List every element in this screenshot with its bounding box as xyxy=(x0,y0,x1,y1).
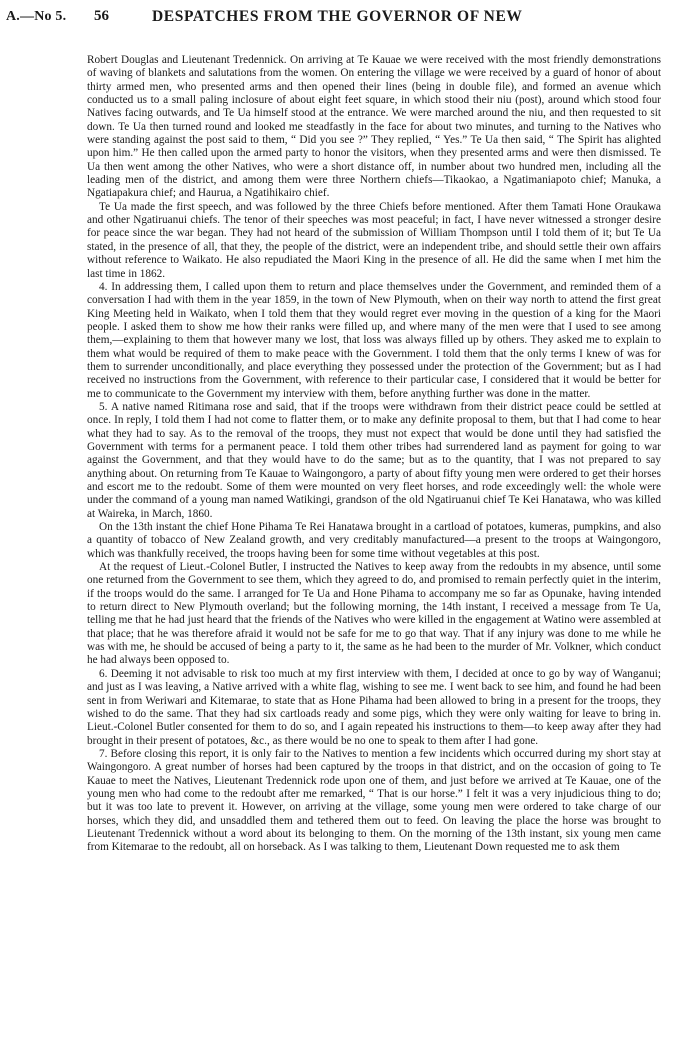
paragraph: On the 13th instant the chief Hone Pihama Te Rei Hanatawa brought in a cartload of potatoes, kumeras, pumpkins, and also a quantity of tobacco of New Zealand growth, and very creditably manufactured—a present to the troops at Waingongoro, which was thankfully received, the troops having been for some time without vegetables at this post. xyxy=(87,521,661,560)
paragraph: 5. A native named Ritimana rose and said, that if the troops were withdrawn from their district peace could be settled at once. In reply, I told them I had not come to flatter them, or to make any definite proposal to them, but that I had come to hear what they had to say. As to the removal of the troops, they must not expect that would be done until they had satisfied the Government with terms for a permanent peace. I told them other tribes had surrendered land as payment for going to war against the Government, and that they would have to do the same; but as to the quantity, that I was not prepared to say anything about. On returning from Te Kauae to Waingongoro, a party of about fifty young men were ordered to get their horses and escort me to the redoubt. Some of them were mounted on very fleet horses, and rode exceedingly well: the whole were under the command of a young man named Watikingi, grandson of the old Ngatiruanui chief Te Kei Hanatawa, who was killed at Waireka, in March, 1860. xyxy=(87,400,661,520)
running-title: DESPATCHES FROM THE GOVERNOR OF NEW xyxy=(152,8,523,25)
paragraph: At the request of Lieut.-Colonel Butler, I instructed the Natives to keep away from the redoubts in my absence, until some one returned from the Government to see them, which they agreed to do, and promised to remain perfectly quiet in the interim, if the troops would do the same. I arranged for Te Ua and Hone Pihama to accompany me so far as Opunake, having intended to return direct to New Plymouth overland; but the following morning, the 14th instant, I received a message from Te Ua, telling me that he had just heard that the friends of the Natives who were killed in the engagement at Watino were assembled at that place; that he was therefore afraid it would not be safe for me to go that way. That if any injury was done to me while he was with me, he should be accused of being a party to it, the same as he had been to the murder of Mr. Volkner, which conduct he had always been opposed to. xyxy=(87,561,661,667)
paper-reference: A.—No 5. xyxy=(6,9,67,24)
page-number: 56 xyxy=(94,8,109,24)
paragraph: Te Ua made the first speech, and was followed by the three Chiefs before mentioned. After them Tamati Hone Oraukawa and other Ngatiruanui chiefs. The tenor of their speeches was most peaceful; in fact, I have never witnessed a stronger desire for peace since the war began. They had not heard of the submission of William Thompson until I told them of it; but Te Ua stated, in the presence of all, that they, the people of the district, were an independent tribe, and should settle their own affairs without reference to Waikato. He also repudiated the Maori King in the presence of all. He did the same when I met him the last time in 1862. xyxy=(87,200,661,280)
body-text xyxy=(87,54,661,855)
page-header xyxy=(6,6,694,32)
paragraph: Robert Douglas and Lieutenant Tredennick. On arriving at Te Kauae we were received with the most friendly demonstrations of waving of blankets and salutations from the women. On entering the village we were received by a guard of honor of about thirty armed men, who presented arms and then opened their lines (being in double file), and formed an avenue which conducted us to a small paling inclosure of about eight feet square, in which stood their niu (post), around which stood four Natives facing outwards, and Te Ua himself stood at the entrance. We were marched around the niu, and then requested to sit down. Te Ua then turned round and looked me steadfastly in the face for about two minutes, and turning to the Natives who were standing against the post said to them, “ Did you see ?” They replied, “ Yes.” Te Ua then said, “ The Spirit has alighted upon him.” He then called upon the armed party to honor the visitors, when they presented arms and were then dismissed. Te Ua then went among the other Natives, who were a short distance off, in number about two hundred men, including all the leading men of the district, and among them were three Northern chiefs—Tikaokao, a Ngatimaniapoto chief; Manuka, a Ngatiapakura chief; and Haurua, a Ngatihikairo chief. xyxy=(87,54,661,200)
paragraph: 7. Before closing this report, it is only fair to the Natives to mention a few incidents which occurred during my short stay at Waingongoro. A great number of horses had been captured by the troops in that district, and on the occasion of going to Te Kauae to meet the Natives, Lieutenant Tredennick rode upon one of them, and just before we arrived at Te Kauae, one of the young men who had come to the redoubt after me remarked, “ That is our horse.” I felt it was a very injudicious thing to do; but it was too late to prevent it. However, on arriving at the village, some young men were ordered to take charge of our horses, which they did, and unsaddled them and tethered them out to feed. On leaving the place the horse was brought to Lieutenant Tredennick without a word about its belonging to them. On the morning of the 13th instant, six young men came from Kitemarae to the redoubt, all on horseback. As I was talking to them, Lieutenant Down requested me to ask them xyxy=(87,747,661,854)
paragraph: 4. In addressing them, I called upon them to return and place themselves under the Government, and reminded them of a conversation I had with them in the year 1859, in the town of New Plymouth, when on their way north to attend the first great King Meeting held in Waikato, when I told them that they would regret ever moving in the question of a king for the Maori people. I asked them to show me how their ranks were filled up, and where many of the men were that I used to see among them,—explaining to them that however many we lost, that loss was always filled up by others. They asked me to explain to them what would be required of them to make peace with the Government. I told them that the only terms I knew of was for them to surrender unconditionally, and place everything they possessed under the protection of the Government; but as I had received no instructions from the Government, with reference to their particular case, I considered that it would be better for me to communicate to the Government my interview with them, before anything further was done in the matter. xyxy=(87,280,661,400)
paragraph: 6. Deeming it not advisable to risk too much at my first interview with them, I decided at once to go by way of Wanganui; and just as I was leaving, a Native arrived with a white flag, wishing to see me. I went back to see him, and found he had been sent in from Weriwari and Kitemarae, to state that as Hone Pihama had been allowed to bring in a present for the troops, they wished to do the same. That they had six cartloads ready and some pigs, which they were only waiting for leave to bring in. Lieut.-Colonel Butler consented for them to do so, and I again repeated his instructions to them—to keep away after they had brought in their present of potatoes, &c., as there would be no one to speak to them after I had gone. xyxy=(87,667,661,747)
